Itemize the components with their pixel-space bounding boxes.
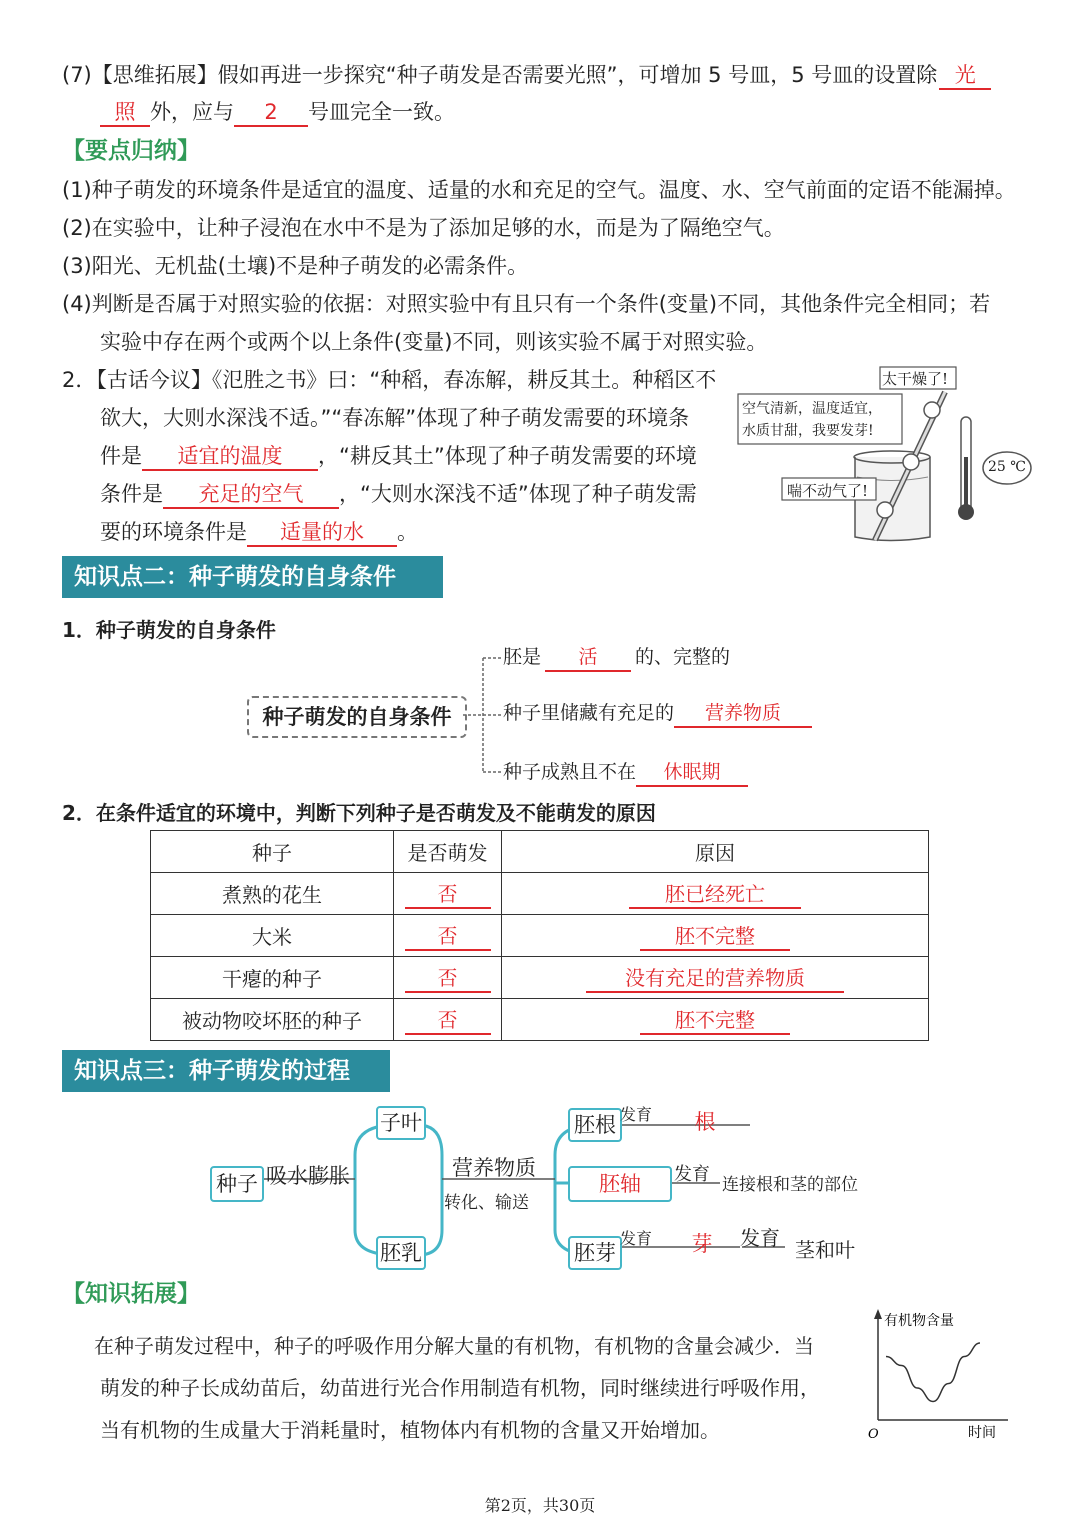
table-row: 煮熟的花生 否 胚已经死亡 (151, 873, 929, 915)
q7-blank1: 光 (939, 62, 991, 90)
endosperm-box: 胚乳 (376, 1236, 426, 1270)
kp3-header: 知识点三：种子萌发的过程 (62, 1050, 390, 1092)
cotyledon-box: 子叶 (376, 1106, 426, 1140)
develop-label-4: 发育 (740, 1226, 780, 1250)
ext-line3: 当有机物的生成量大于消耗量时，植物体内有机物的含量又开始增加。 (100, 1418, 720, 1442)
kp2-header: 知识点二：种子萌发的自身条件 (62, 556, 443, 598)
bubble-too-dry: 太干燥了! (882, 370, 949, 388)
organic-matter-chart (860, 1305, 1020, 1445)
summary-p1: (1)种子萌发的环境条件是适宜的温度、适量的水和充足的空气。温度、水、空气前面的定语不能漏掉。 (62, 178, 1016, 202)
x-axis-label: 时间 (968, 1425, 996, 1441)
origin-label: O (868, 1427, 879, 1442)
bud-answer: 芽 (691, 1232, 713, 1256)
ext-line2: 萌发的种子长成幼苗后，幼苗进行光合作用制造有机物，同时继续进行呼吸作用， (100, 1376, 820, 1400)
plumule-box: 胚芽 (568, 1236, 622, 1270)
stem-leaf-label: 茎和叶 (795, 1238, 855, 1262)
table-row: 大米 否 胚不完整 (151, 915, 929, 957)
kp2-sub1: 1．种子萌发的自身条件 (62, 618, 276, 642)
q2-line5: 要的环境条件是 适量的水 。 (100, 517, 418, 547)
q7-blank2: 2 (234, 99, 308, 127)
seed-table (150, 830, 929, 1041)
summary-p4b: 实验中存在两个或两个以上条件(变量)不同，则该实验不属于对照实验。 (100, 330, 768, 354)
self-condition-center: 种子萌发的自身条件 (247, 696, 467, 738)
beaker-drawing (735, 362, 1035, 547)
bubble-good: 空气清新，温度适宜， 水质甘甜，我要发芽! (742, 401, 882, 439)
root-answer: 根 (694, 1110, 716, 1134)
q7-line2: 照 外，应与 2 号皿完全一致。 (100, 97, 455, 127)
ext-line1: 在种子萌发过程中，种子的呼吸作用分解大量的有机物，有机物的含量会减少．当 (94, 1334, 814, 1358)
connect-label: 连接根和茎的部位 (722, 1175, 858, 1195)
q2-line2: 欲大，大则水深浅不适。”“春冻解”体现了种子萌发需要的环境条 (100, 406, 690, 430)
y-axis-label: 有机物含量 (884, 1313, 954, 1329)
develop-label-1: 发育 (620, 1105, 653, 1124)
q2-blank1: 适宜的温度 (142, 443, 318, 471)
organic-matter-curve (886, 1343, 980, 1402)
radicle-box: 胚根 (568, 1108, 622, 1142)
branch-dormancy: 种子成熟且不在 休眠期 (503, 757, 748, 787)
transform-label: 转化、输送 (444, 1193, 529, 1213)
table-row: 干瘪的种子 否 没有充足的营养物质 (151, 957, 929, 999)
bubble-no-air: 喘不动气了! (787, 482, 869, 500)
summary-title: 【要点归纳】 (62, 138, 200, 164)
th-reason: 原因 (502, 831, 929, 873)
q2-line3: 件是 适宜的温度 ，“耕反其土”体现了种子萌发需要的环境 (100, 441, 697, 471)
summary-p2: (2)在实验中，让种子浸泡在水中不是为了添加足够的水，而是为了隔绝空气。 (62, 216, 785, 240)
seed-box: 种子 (210, 1166, 264, 1202)
th-germ: 是否萌发 (394, 831, 502, 873)
q2-blank3: 适量的水 (247, 519, 397, 547)
q2-line4: 条件是 充足的空气 ，“大则水深浅不适”体现了种子萌发需 (100, 479, 697, 509)
absorb-water-label: 吸水膨胀 (266, 1164, 350, 1188)
temperature-label: 25 ℃ (988, 459, 1026, 475)
q2-line1: 2．【古话今议】《氾胜之书》曰：“种稻，春冻解，耕反其土。种稻区不 (62, 368, 717, 392)
branch-embryo-alive: 胚是 活 的、完整的 (503, 642, 730, 672)
branch-nutrients: 种子里储藏有充足的 营养物质 (503, 698, 812, 728)
summary-p3: (3)阳光、无机盐(土壤)不是种子萌发的必需条件。 (62, 254, 529, 278)
develop-label-2: 发育 (674, 1164, 710, 1185)
develop-label-3: 发育 (620, 1229, 653, 1248)
seed-illustration (735, 362, 1035, 547)
summary-p4a: (4)判断是否属于对照实验的依据：对照实验中有且只有一个条件(变量)不同，其他条件完全相同；若 (62, 292, 991, 316)
table-row: 被动物咬坏胚的种子 否 胚不完整 (151, 999, 929, 1041)
q2-blank2: 充足的空气 (163, 481, 339, 509)
q7-line1: (7)【思维拓展】假如再进一步探究“种子萌发是否需要光照”，可增加 5 号皿，5 号皿的设置除 光 (62, 60, 991, 90)
hypocotyl-box: 胚轴 (568, 1166, 672, 1202)
y-axis-arrow (874, 1309, 882, 1319)
th-seed: 种子 (151, 831, 394, 873)
bracket-lines (463, 650, 503, 780)
ext-title: 【知识拓展】 (62, 1281, 200, 1307)
table-header-row (151, 831, 929, 873)
nutrient-label: 营养物质 (452, 1156, 536, 1180)
kp2-sub2: 2．在条件适宜的环境中，判断下列种子是否萌发及不能萌发的原因 (62, 801, 656, 825)
page-footer: 第2页，共30页 (484, 1496, 596, 1515)
